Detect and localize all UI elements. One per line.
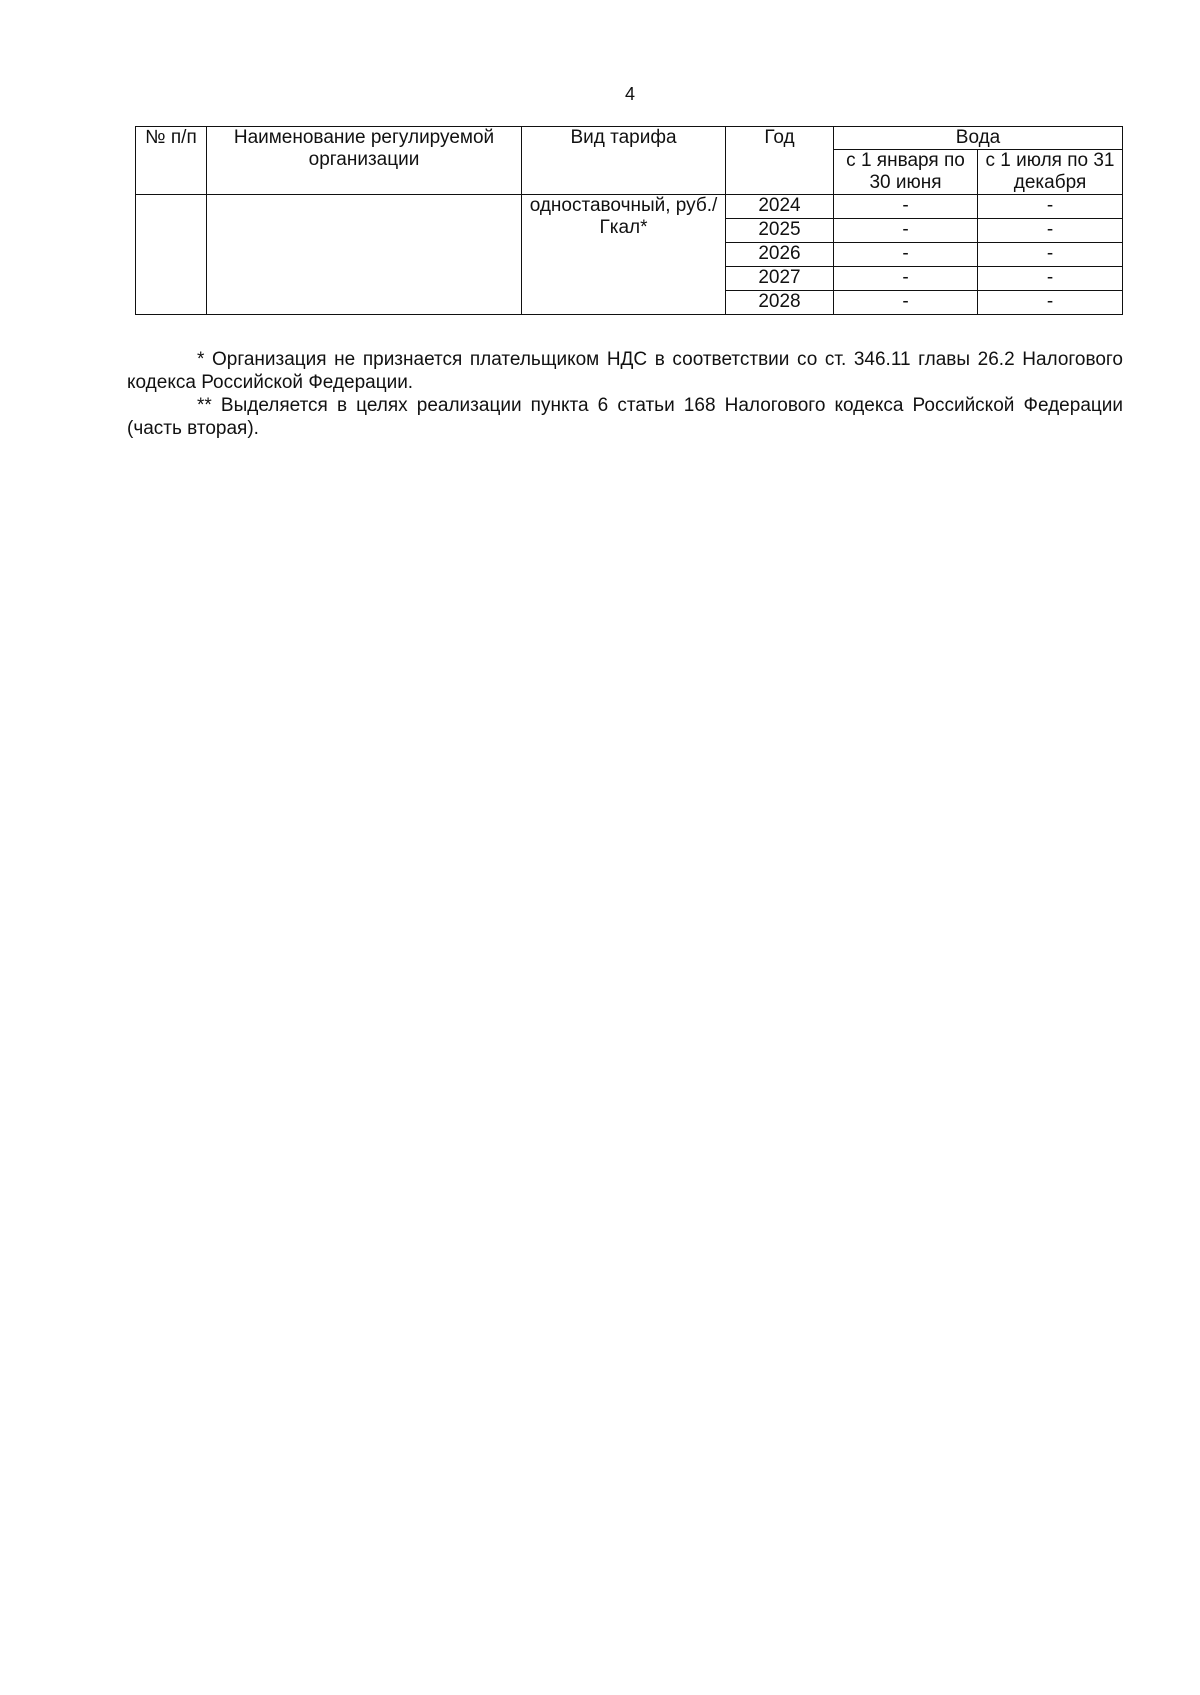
cell-period-1: - [834,291,978,315]
cell-period-1: - [834,267,978,291]
tariff-table [135,126,1123,315]
cell-year: 2025 [726,219,834,243]
cell-period-2: - [978,243,1123,267]
cell-period-2: - [978,219,1123,243]
header-period-2: с 1 июля по 31 декабря [978,150,1123,195]
footnote-allocation: ** Выделяется в целях реализации пункта 6 статьи 168 Налогового кодекса Российской Федерации (часть вторая). [127,395,1123,439]
table-row [136,195,1123,219]
cell-num [136,195,207,315]
cell-period-1: - [834,195,978,219]
cell-period-2: - [978,291,1123,315]
page-number: 4 [624,84,635,104]
cell-period-1: - [834,219,978,243]
cell-year: 2027 [726,267,834,291]
cell-org-name [207,195,522,315]
cell-period-2: - [978,195,1123,219]
footnote-vat: * Организация не признается плательщиком НДС в соответствии со ст. 346.11 главы 26.2 Налогового кодекса Российской Федерации. [127,349,1123,393]
cell-year: 2028 [726,291,834,315]
header-water: Вода [834,127,1123,150]
header-num: № п/п [136,127,207,195]
footnotes [127,348,1123,440]
cell-tariff-type: одноставочный, руб./Гкал* [522,195,726,315]
table-header-row [136,127,1123,150]
cell-year: 2026 [726,243,834,267]
header-org-name: Наименование регулируемой организации [207,127,522,195]
cell-period-1: - [834,243,978,267]
cell-year: 2024 [726,195,834,219]
cell-period-2: - [978,267,1123,291]
header-period-1: с 1 января по 30 июня [834,150,978,195]
header-tariff-type: Вид тарифа [522,127,726,195]
header-year: Год [726,127,834,195]
